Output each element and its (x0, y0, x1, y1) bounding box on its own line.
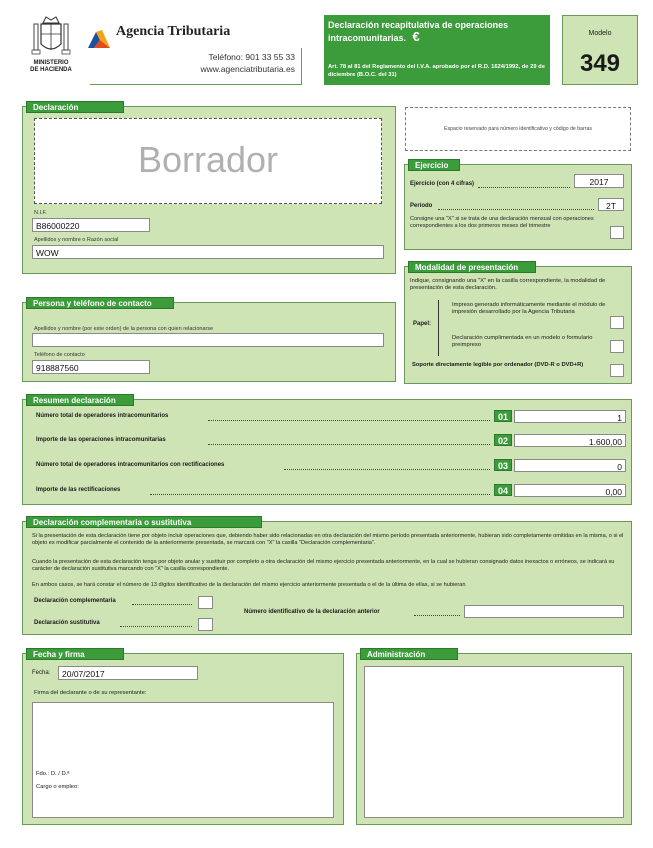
resumen-row-value[interactable]: 1.600,00 (514, 434, 626, 447)
agency-website: www.agenciatributaria.es (200, 64, 295, 74)
papel-bracket (438, 300, 444, 356)
borrador-watermark: Borrador (137, 139, 279, 180)
person-field[interactable] (32, 333, 384, 347)
header (18, 10, 638, 90)
euro-sign: € (412, 29, 420, 44)
modalidad-option2: Declaración cumplimentada en un modelo o formulario preimpreso (452, 335, 593, 348)
papel-label: Papel: (413, 321, 432, 327)
fdo-label: Fdo.: D. / D.ª (36, 771, 70, 777)
resumen-row-value[interactable]: 0 (514, 459, 626, 472)
ministry-line2: DE HACIENDA (30, 67, 72, 73)
resumen-row-code: 03 (494, 459, 512, 471)
modalidad-intro: Indique, consignando una "X" en la casilla correspondiente, la modalidad de presentación de esta declaración. (410, 278, 606, 291)
period-label: Período (410, 203, 433, 209)
administracion-box (364, 666, 624, 818)
prev-decl-label: Número identificativo de la declaración anterior (244, 609, 380, 615)
resumen-row-label: Número total de operadores intracomunitarios con rectificaciones (36, 462, 225, 468)
resumen-row-label: Importe de las rectificaciones (36, 487, 121, 493)
aeat-logo-icon (88, 30, 110, 48)
resumen-row-leader (208, 444, 490, 445)
fecha-field[interactable]: 20/07/2017 (58, 666, 198, 680)
barcode-note: Espacio reservado para número identificativo y código de barras (444, 126, 592, 132)
period-leader (438, 209, 594, 210)
ejercicio-title: Ejercicio (408, 159, 460, 171)
prev-decl-leader (414, 615, 460, 616)
resumen-title: Resumen declaración (26, 394, 134, 406)
ministry-line1: MINISTERIO (33, 60, 69, 66)
resumen-row-label: Número total de operadores intracomunitarios (36, 413, 169, 419)
resumen-row-code: 01 (494, 410, 512, 422)
resumen-row-code: 02 (494, 434, 512, 446)
form-title-text: Declaración recapitulativa de operaciones intracomunitarias. (328, 20, 509, 43)
nif-label: N.I.F. (34, 210, 47, 216)
legal-reference: Art. 78 al 81 del Reglamento del I.V.A. aprobado por el R.D. 1624/1992, de 29 de diciembre (B.O.C. del 31) (328, 64, 545, 78)
ministry-label (20, 60, 82, 74)
sust-leader (120, 626, 192, 627)
administracion-title: Administración (360, 648, 458, 660)
comp-label: Declaración complementaria (34, 598, 116, 604)
agency-name: Agencia Tributaria (116, 24, 231, 39)
monthly-note: Consigne una "X" si se trata de una declaración mensual con operaciones correspondientes a los dos primeros meses del trimestre (410, 216, 594, 229)
firma-title: Fecha y firma (26, 648, 124, 660)
signature-box[interactable] (32, 702, 334, 818)
resumen-row-code: 04 (494, 484, 512, 496)
modelo-block (562, 15, 638, 85)
modelo-label: Modelo (588, 30, 612, 37)
modalidad-option1: Impreso generado informáticamente mediante el módulo de impresión desarrollado por la Agencia Tributaria (452, 302, 606, 315)
option1-checkbox[interactable] (610, 316, 624, 329)
watermark-box (34, 118, 382, 204)
declaracion-title: Declaración (26, 101, 124, 113)
coat-of-arms-icon (30, 14, 72, 58)
resumen-row-leader (150, 494, 490, 495)
soporte-label: Soporte directamente legible por ordenador (DVD-R o DVD+R) (412, 362, 584, 368)
prev-decl-field[interactable] (464, 605, 624, 618)
name-label: Apellidos y nombre o Razón social (34, 237, 119, 243)
resumen-row-label: Importe de las operaciones intracomunitarias (36, 437, 166, 443)
modalidad-title: Modalidad de presentación (408, 261, 536, 273)
contacto-title: Persona y teléfono de contacto (26, 297, 174, 309)
complementaria-para2: Cuando la presentación de esta declaración tenga por objeto anular y sustituir por completo a otra declaración del mismo ejercicio presentada anteriormente, en la cual se hubieran consignado datos inexactos o erróneos, se indicará su carácter de declaración sustitutiva marcando con "X" la casilla correspondiente. (32, 559, 615, 572)
form-title (328, 20, 524, 44)
agency-contact-box (90, 48, 302, 85)
nif-field[interactable]: B86000220 (32, 218, 150, 232)
year-field[interactable]: 2017 (574, 174, 624, 188)
period-field[interactable]: 2T (598, 198, 624, 211)
resumen-row-value[interactable]: 0,00 (514, 484, 626, 497)
year-leader (478, 187, 570, 188)
complementaria-para1: Si la presentación de esta declaración tiene por objeto incluir operaciones que, debiendo haber sido relacionadas en otra declaración del mismo período presentada anteriormente, hubieran sido completamente omitidas en la misma, o si el objeto es modificar parcialmente el contenido de la anteriormente presentada, se marcará con "X" la casilla "Declaración complementaria". (32, 533, 624, 546)
comp-checkbox[interactable] (198, 596, 213, 609)
soporte-checkbox[interactable] (610, 364, 624, 377)
form-title-block (324, 15, 550, 85)
resumen-row-value[interactable]: 1 (514, 410, 626, 423)
year-label: Ejercicio (con 4 cifras) (410, 181, 475, 187)
resumen-row-leader (284, 469, 490, 470)
resumen-row-leader (208, 420, 490, 421)
sust-label: Declaración sustitutiva (34, 620, 100, 626)
barcode-area (405, 107, 631, 151)
cargo-label: Cargo o empleo: (36, 784, 79, 790)
phone-field[interactable]: 918887560 (32, 360, 150, 374)
agency-phone: Teléfono: 901 33 55 33 (208, 52, 295, 62)
comp-leader (132, 604, 192, 605)
firma-label: Firma del declarante o de su representante: (34, 690, 147, 696)
monthly-checkbox[interactable] (610, 226, 624, 239)
option2-checkbox[interactable] (610, 340, 624, 353)
modelo-number: 349 (579, 50, 621, 77)
phone-label: Teléfono de contacto (34, 352, 85, 358)
name-field[interactable]: WOW (32, 245, 384, 259)
complementaria-title: Declaración complementaria o sustitutiva (26, 516, 262, 528)
complementaria-para3: En ambos casos, se hará constar el número de 13 dígitos identificativo de la declaración del mismo ejercicio anteriormente presentada o el de la última de ellas, si se hubieran (32, 582, 466, 588)
sust-checkbox[interactable] (198, 618, 213, 631)
fecha-label: Fecha: (32, 670, 51, 676)
person-label: Apellidos y nombre (por este orden) de la persona con quien relacionarse (34, 326, 214, 332)
